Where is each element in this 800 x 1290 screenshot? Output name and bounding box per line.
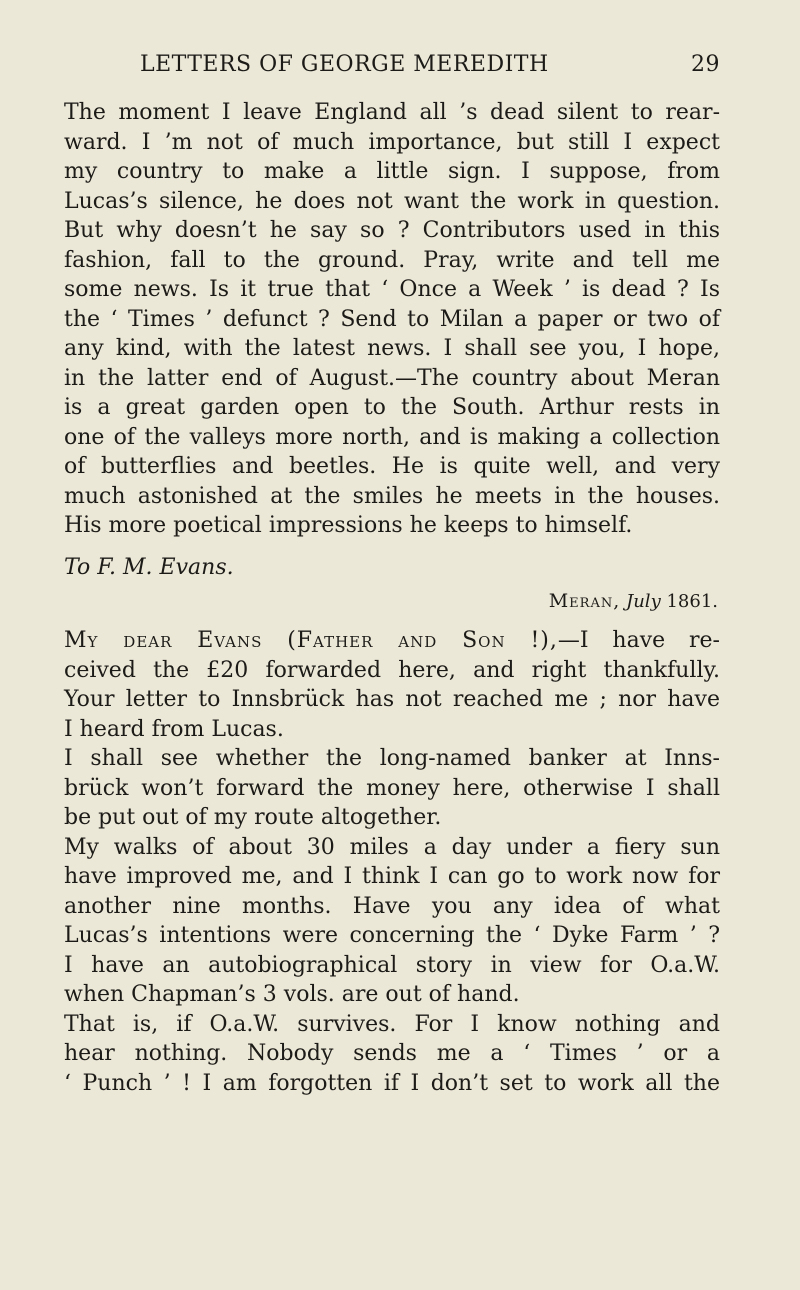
dateline-year: 1861. [666,591,718,612]
text-line: Your letter to Innsbrück has not reached me ; nor have [64,687,720,712]
text-line: is a great garden open to the South. Arthur rests in [64,395,720,420]
text-line: have improved me, and I think I can go to work now for [64,864,720,889]
text-line: my country to make a little sign. I suppose, from [64,159,720,184]
letter-addressee: To F. M. Evans. [64,555,234,580]
text-line: some news. Is it true that ‘ Once a Week ’ is dead ? Is [64,277,720,302]
text-line: of butterflies and beetles. He is quite well, and very [64,454,720,479]
salutation-line [64,626,720,656]
text-line: fashion, fall to the ground. Pray, write and tell me [64,247,720,273]
text-line: ‘ Punch ’ ! I am forgotten if I don’t set to work all the [64,1070,720,1096]
text-line: when Chapman’s 3 vols. are out of hand. [64,982,520,1007]
letter-continuation [64,98,720,541]
text-line: one of the valleys more north, and is making a collection [64,424,720,450]
text-line: hear nothing. Nobody sends me a ‘ Times ’ or a [64,1041,720,1066]
text-line: be put out of my route altogether. [64,805,442,830]
text-line: Lucas’s intentions were concerning the ‘ Dyke Farm ’ ? [64,923,720,948]
text-line: brück won’t forward the money here, otherwise I shall [64,775,720,801]
text-line: ceived the £20 forwarded here, and right thankfully. [64,657,720,683]
letter-dateline [549,590,718,612]
text-line: the ‘ Times ’ defunct ? Send to Milan a paper or two of [64,306,720,332]
letter-body [64,626,720,1098]
text-line: Lucas’s silence, he does not want the work in question. [64,188,720,214]
dateline-place: Meran, [548,590,621,612]
text-line: His more poetical impressions he keeps to himself. [64,513,633,538]
text-line: any kind, with the latest news. I shall see you, I hope, [64,336,720,361]
dateline-month: July [626,591,661,612]
text-line: in the latter end of August.—The country about Meran [64,365,720,391]
page-number: 29 [691,52,720,77]
text-line: The moment I leave England all ’s dead silent to rear- [64,100,720,125]
text-line: But why doesn’t he say so ? Contributors used in this [64,218,720,243]
text-line: That is, if O.a.W. survives. For I know nothing and [64,1011,720,1037]
text-line: I shall see whether the long-named banker at Inns- [64,746,720,771]
text-line: I heard from Lucas. [64,716,284,742]
text-line: I have an autobiographical story in view for O.a.W. [64,952,720,978]
text-line: ward. I ’m not of much importance, but still I expect [64,129,720,155]
running-title: LETTERS OF GEORGE MEREDITH [140,52,549,77]
text-line: much astonished at the smiles he meets in the houses. [64,483,720,509]
text-line: another nine months. Have you any idea of what [64,893,720,919]
salutation-continuation: —I have re- [557,628,720,653]
letter-salutation: My dear Evans (Father and Son !), [64,628,558,653]
text-line: My walks of about 30 miles a day under a fiery sun [64,834,720,860]
